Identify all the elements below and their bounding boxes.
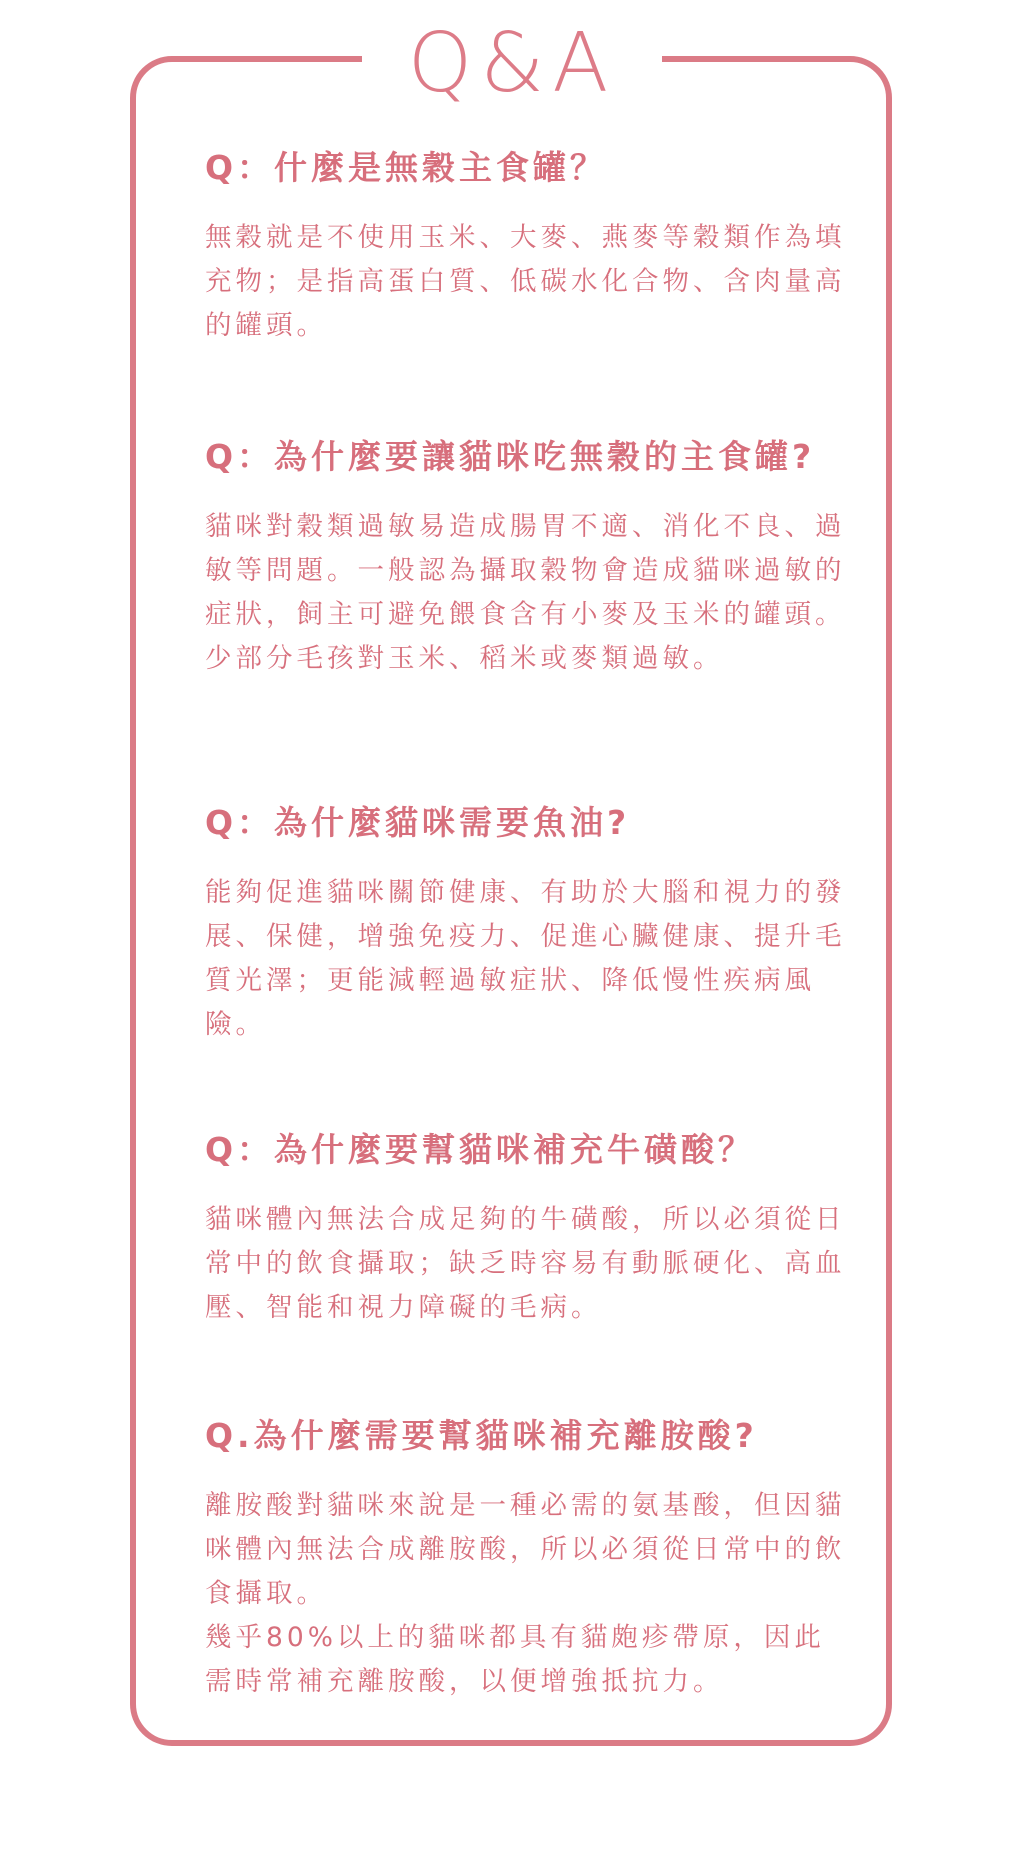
- faq-item: [205, 1130, 855, 1330]
- faq-item: [205, 803, 855, 1047]
- faq-item: [205, 1416, 855, 1704]
- faq-question: Q：為什麼要幫貓咪補充牛磺酸？: [205, 1130, 756, 1169]
- faq-answer-paragraph: 貓咪對穀類過敏易造成腸胃不適、消化不良、過敏等問題。一般認為攝取穀物會造成貓咪過敏的症狀，飼主可避免餵食含有小麥及玉米的罐頭。少部分毛孩對玉米、稻米或麥類過敏。: [205, 510, 846, 674]
- faq-answer: [205, 1484, 855, 1704]
- faq-question: Q：為什麼要讓貓咪吃無穀的主食罐?: [205, 437, 816, 476]
- faq-item: [205, 437, 855, 681]
- faq-answer-paragraph: 幾乎80%以上的貓咪都具有貓皰疹帶原，因此需時常補充離胺酸，以便增強抵抗力。: [205, 1621, 825, 1697]
- faq-answer: [205, 505, 855, 681]
- faq-answer: [205, 216, 855, 348]
- faq-item: [205, 148, 855, 348]
- faq-question: Q.為什麼需要幫貓咪補充離胺酸?: [205, 1416, 758, 1455]
- faq-answer-paragraph: 貓咪體內無法合成足夠的牛磺酸，所以必須從日常中的飲食攝取；缺乏時容易有動脈硬化、高血壓、智能和視力障礙的毛病。: [205, 1203, 846, 1323]
- faq-question: Q：什麼是無穀主食罐？: [205, 148, 608, 187]
- faq-answer: [205, 871, 855, 1047]
- title-container: [362, 16, 662, 111]
- faq-answer-paragraph: 無穀就是不使用玉米、大麥、燕麥等穀類作為填充物；是指高蛋白質、低碳水化合物、含肉量高的罐頭。: [205, 221, 846, 341]
- faq-answer-paragraph: 能夠促進貓咪關節健康、有助於大腦和視力的發展、保健，增強免疫力、促進心臟健康、提升毛質光澤；更能減輕過敏症狀、降低慢性疾病風險。: [205, 876, 846, 1040]
- page-title: Q&A: [407, 16, 617, 111]
- faq-question: Q：為什麼貓咪需要魚油?: [205, 803, 631, 842]
- faq-answer-paragraph: 離胺酸對貓咪來說是一種必需的氨基酸，但因貓咪體內無法合成離胺酸，所以必須從日常中的飲食攝取。: [205, 1489, 846, 1609]
- faq-answer: [205, 1198, 855, 1330]
